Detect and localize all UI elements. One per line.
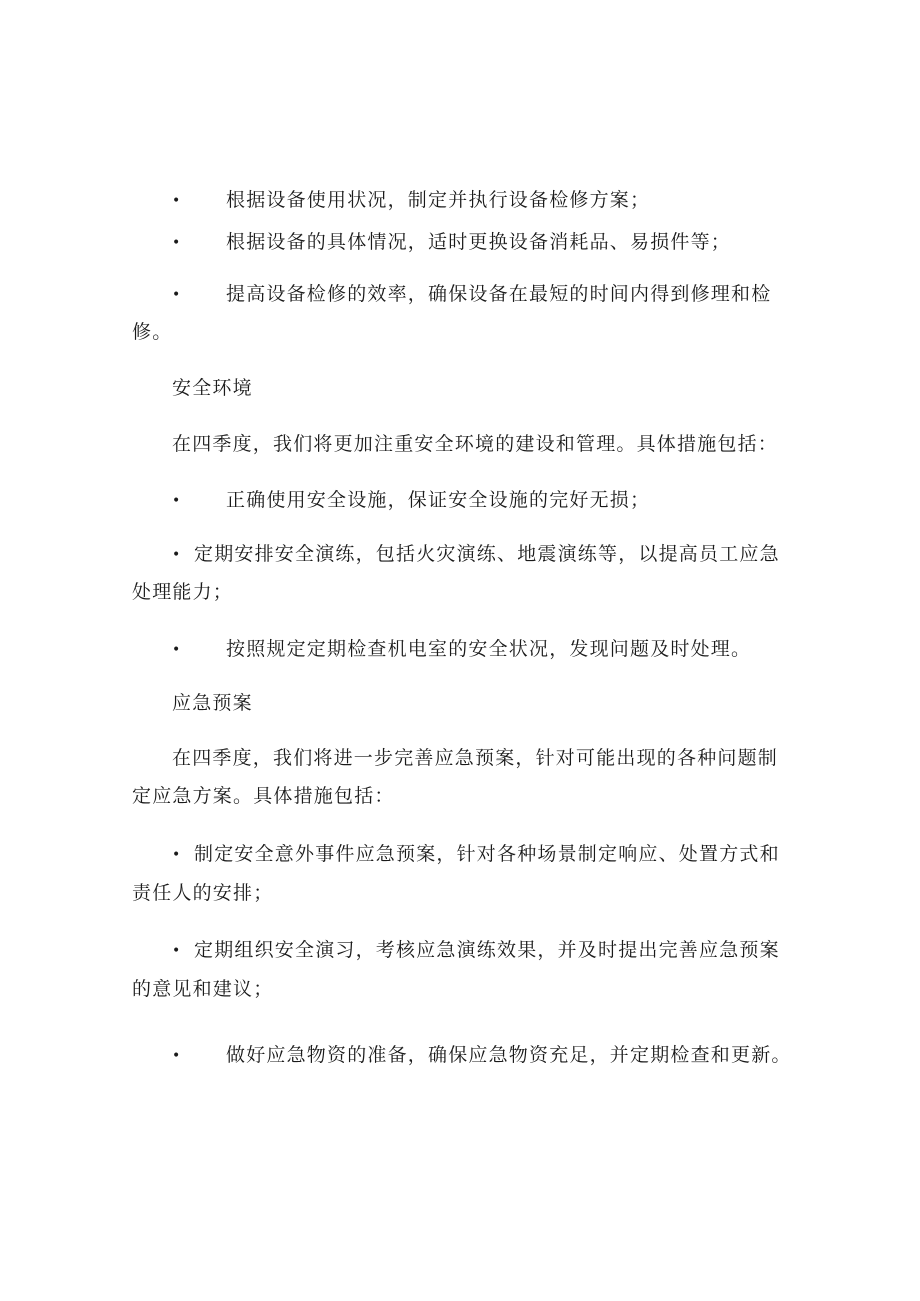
list-item-text: 根据设备使用状况，制定并执行设备检修方案； — [226, 189, 651, 211]
list-item-text-continuation: 的意见和建议； — [132, 978, 274, 1000]
section-heading-safety: 安全环境 — [172, 377, 253, 399]
list-item-text: 提高设备检修的效率，确保设备在最短的时间内得到修理和检 — [226, 283, 772, 305]
bullet-marker: • — [172, 493, 181, 509]
bullet-marker: • — [172, 547, 181, 563]
list-item-text: 定期安排安全演练，包括火灾演练、地震演练等，以提高员工应急 — [194, 543, 780, 565]
bullet-marker: • — [172, 1048, 181, 1064]
list-item-text: 制定安全意外事件应急预案，针对各种场景制定响应、处置方式和 — [194, 843, 780, 865]
list-item-text: 做好应急物资的准备，确保应急物资充足，并定期检查和更新。 — [226, 1044, 792, 1066]
bullet-marker: • — [172, 847, 181, 863]
list-item-text-continuation: 处理能力； — [132, 581, 234, 603]
list-item-text: 正确使用安全设施，保证安全设施的完好无损； — [226, 489, 651, 511]
list-item-text-continuation: 修。 — [132, 321, 173, 343]
section-heading-emergency: 应急预案 — [172, 692, 253, 714]
bullet-marker: • — [172, 287, 181, 303]
bullet-marker: • — [172, 235, 181, 251]
list-item-text: 定期组织安全演习，考核应急演练效果，并及时提出完善应急预案 — [194, 939, 780, 961]
section-intro-emergency: 在四季度，我们将进一步完善应急预案，针对可能出现的各种问题制 — [172, 747, 779, 769]
list-item-text: 按照规定定期检查机电室的安全状况，发现问题及时处理。 — [226, 638, 752, 660]
list-item-text: 根据设备的具体情况，适时更换设备消耗品、易损件等； — [226, 231, 732, 253]
section-intro-safety: 在四季度，我们将更加注重安全环境的建设和管理。具体措施包括： — [172, 433, 779, 455]
section-intro-emergency-continuation: 定应急方案。具体措施包括： — [132, 785, 395, 807]
list-item-text-continuation: 责任人的安排； — [132, 882, 274, 904]
bullet-marker: • — [172, 193, 181, 209]
bullet-marker: • — [172, 943, 181, 959]
bullet-marker: • — [172, 642, 181, 658]
